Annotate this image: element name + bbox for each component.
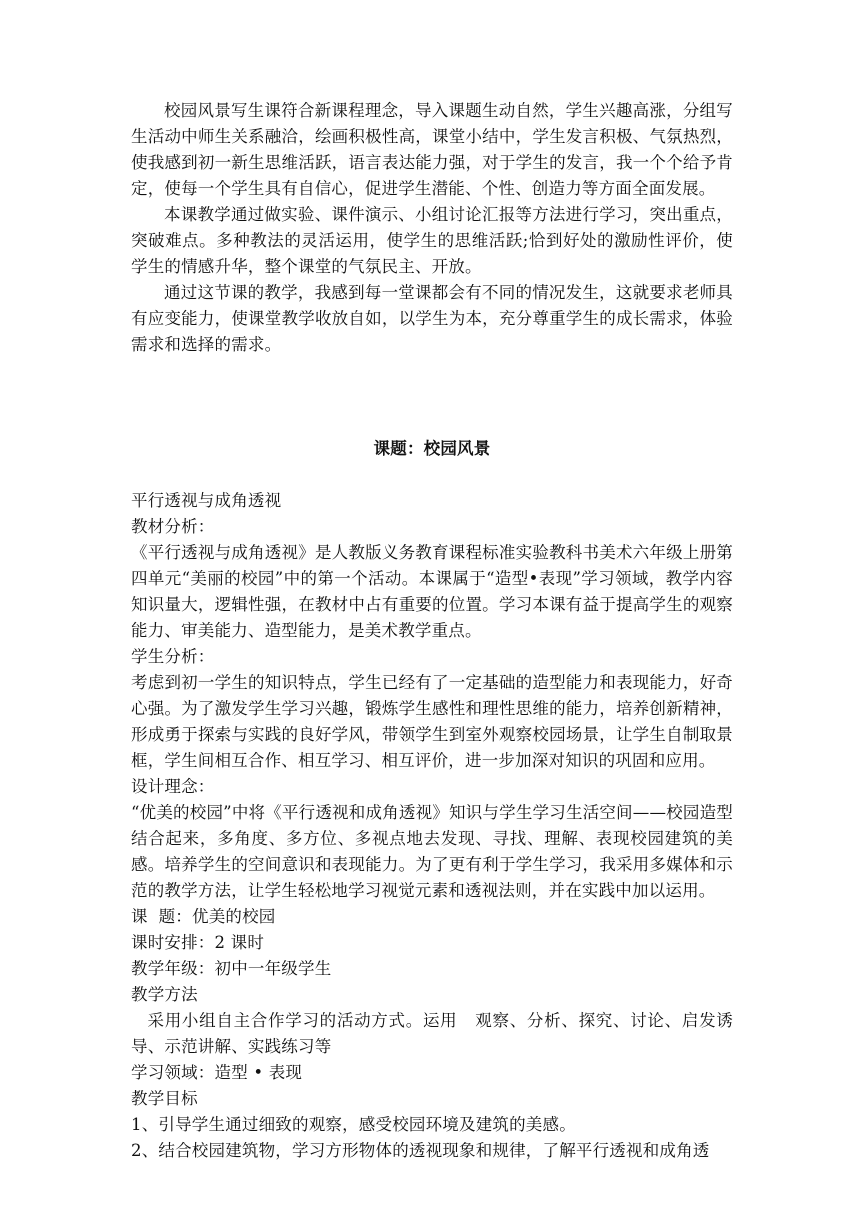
goal-item-1: 1、引导学生通过细致的观察，感受校园环境及建筑的美感。	[131, 1115, 576, 1134]
document-content	[131, 98, 733, 1164]
grade-line: 教学年级：初中一年级学生	[131, 959, 332, 978]
lesson-subtitle: 平行透视与成角透视	[131, 491, 282, 510]
topic-line: 课 题：优美的校园	[131, 907, 276, 926]
lesson-title: 课题：校园风景	[373, 439, 491, 458]
section-gap-2	[131, 410, 733, 436]
reflection-paragraph-3: 通过这节课的教学，我感到每一堂课都会有不同的情况发生，这就要求老师具有应变能力，使课堂教学收放自如，以学生为本，充分尊重学生的成长需求，体验需求和选择的需求。	[131, 283, 733, 354]
material-heading: 教材分析：	[131, 517, 215, 536]
domain-line: 学习领域：造型 • 表现	[131, 1063, 303, 1082]
material-text: 《平行透视与成角透视》是人教版义务教育课程标准实验教科书美术六年级上册第四单元“美丽的校园”中的第一个活动。本课属于“造型•表现”学习领域，教学内容知识量大，逻辑性强，在教材中占有重要的位置。学习本课有益于提高学生的观察能力、审美能力、造型能力，是美术教学重点。	[131, 543, 733, 640]
method-heading: 教学方法	[131, 985, 198, 1004]
hours-line: 课时安排：2 课时	[131, 933, 265, 952]
student-text: 考虑到初一学生的知识特点，学生已经有了一定基础的造型能力和表现能力，好奇心强。为了激发学生学习兴趣，锻炼学生感性和理性思维的能力，培养创新精神，形成勇于探索与实践的良好学风，带领学生到室外观察校园场景，让学生自制取景框，学生间相互合作、相互学习、相互评价，进一步加深对知识的巩固和应用。	[131, 673, 733, 770]
title-gap	[131, 462, 733, 488]
goals-heading: 教学目标	[131, 1089, 198, 1108]
design-heading: 设计理念：	[131, 777, 215, 796]
reflection-paragraph-2: 本课教学通过做实验、课件演示、小组讨论汇报等方法进行学习，突出重点，突破难点。多种教法的灵活运用，使学生的思维活跃;恰到好处的激励性评价，使学生的情感升华，整个课堂的气氛民主、开放。	[131, 205, 733, 276]
reflection-paragraph-1: 校园风景写生课符合新课程理念，导入课题生动自然，学生兴趣高涨，分组写生活动中师生关系融洽，绘画积极性高，课堂小结中，学生发言积极、气氛热烈，使我感到初一新生思维活跃，语言表达能力强，对于学生的发言，我一个个给予肯定，使每一个学生具有自信心，促进学生潜能、个性、创造力等方面全面发展。	[131, 101, 733, 198]
student-heading: 学生分析：	[131, 647, 215, 666]
section-gap	[131, 358, 733, 410]
design-text: “优美的校园”中将《平行透视和成角透视》知识与学生学习生活空间——校园造型结合起来，多角度、多方位、多视点地去发现、寻找、理解、表现校园建筑的美感。培养学生的空间意识和表现能力。为了更有利于学生学习，我采用多媒体和示范的教学方法，让学生轻松地学习视觉元素和透视法则，并在实践中加以运用。	[131, 803, 733, 900]
method-text: 采用小组自主合作学习的活动方式。运用 观察、分析、探究、讨论、启发诱导、示范讲解、实践练习等	[131, 1011, 733, 1056]
goal-item-2: 2、结合校园建筑物，学习方形物体的透视现象和规律，了解平行透视和成角透	[131, 1141, 710, 1160]
